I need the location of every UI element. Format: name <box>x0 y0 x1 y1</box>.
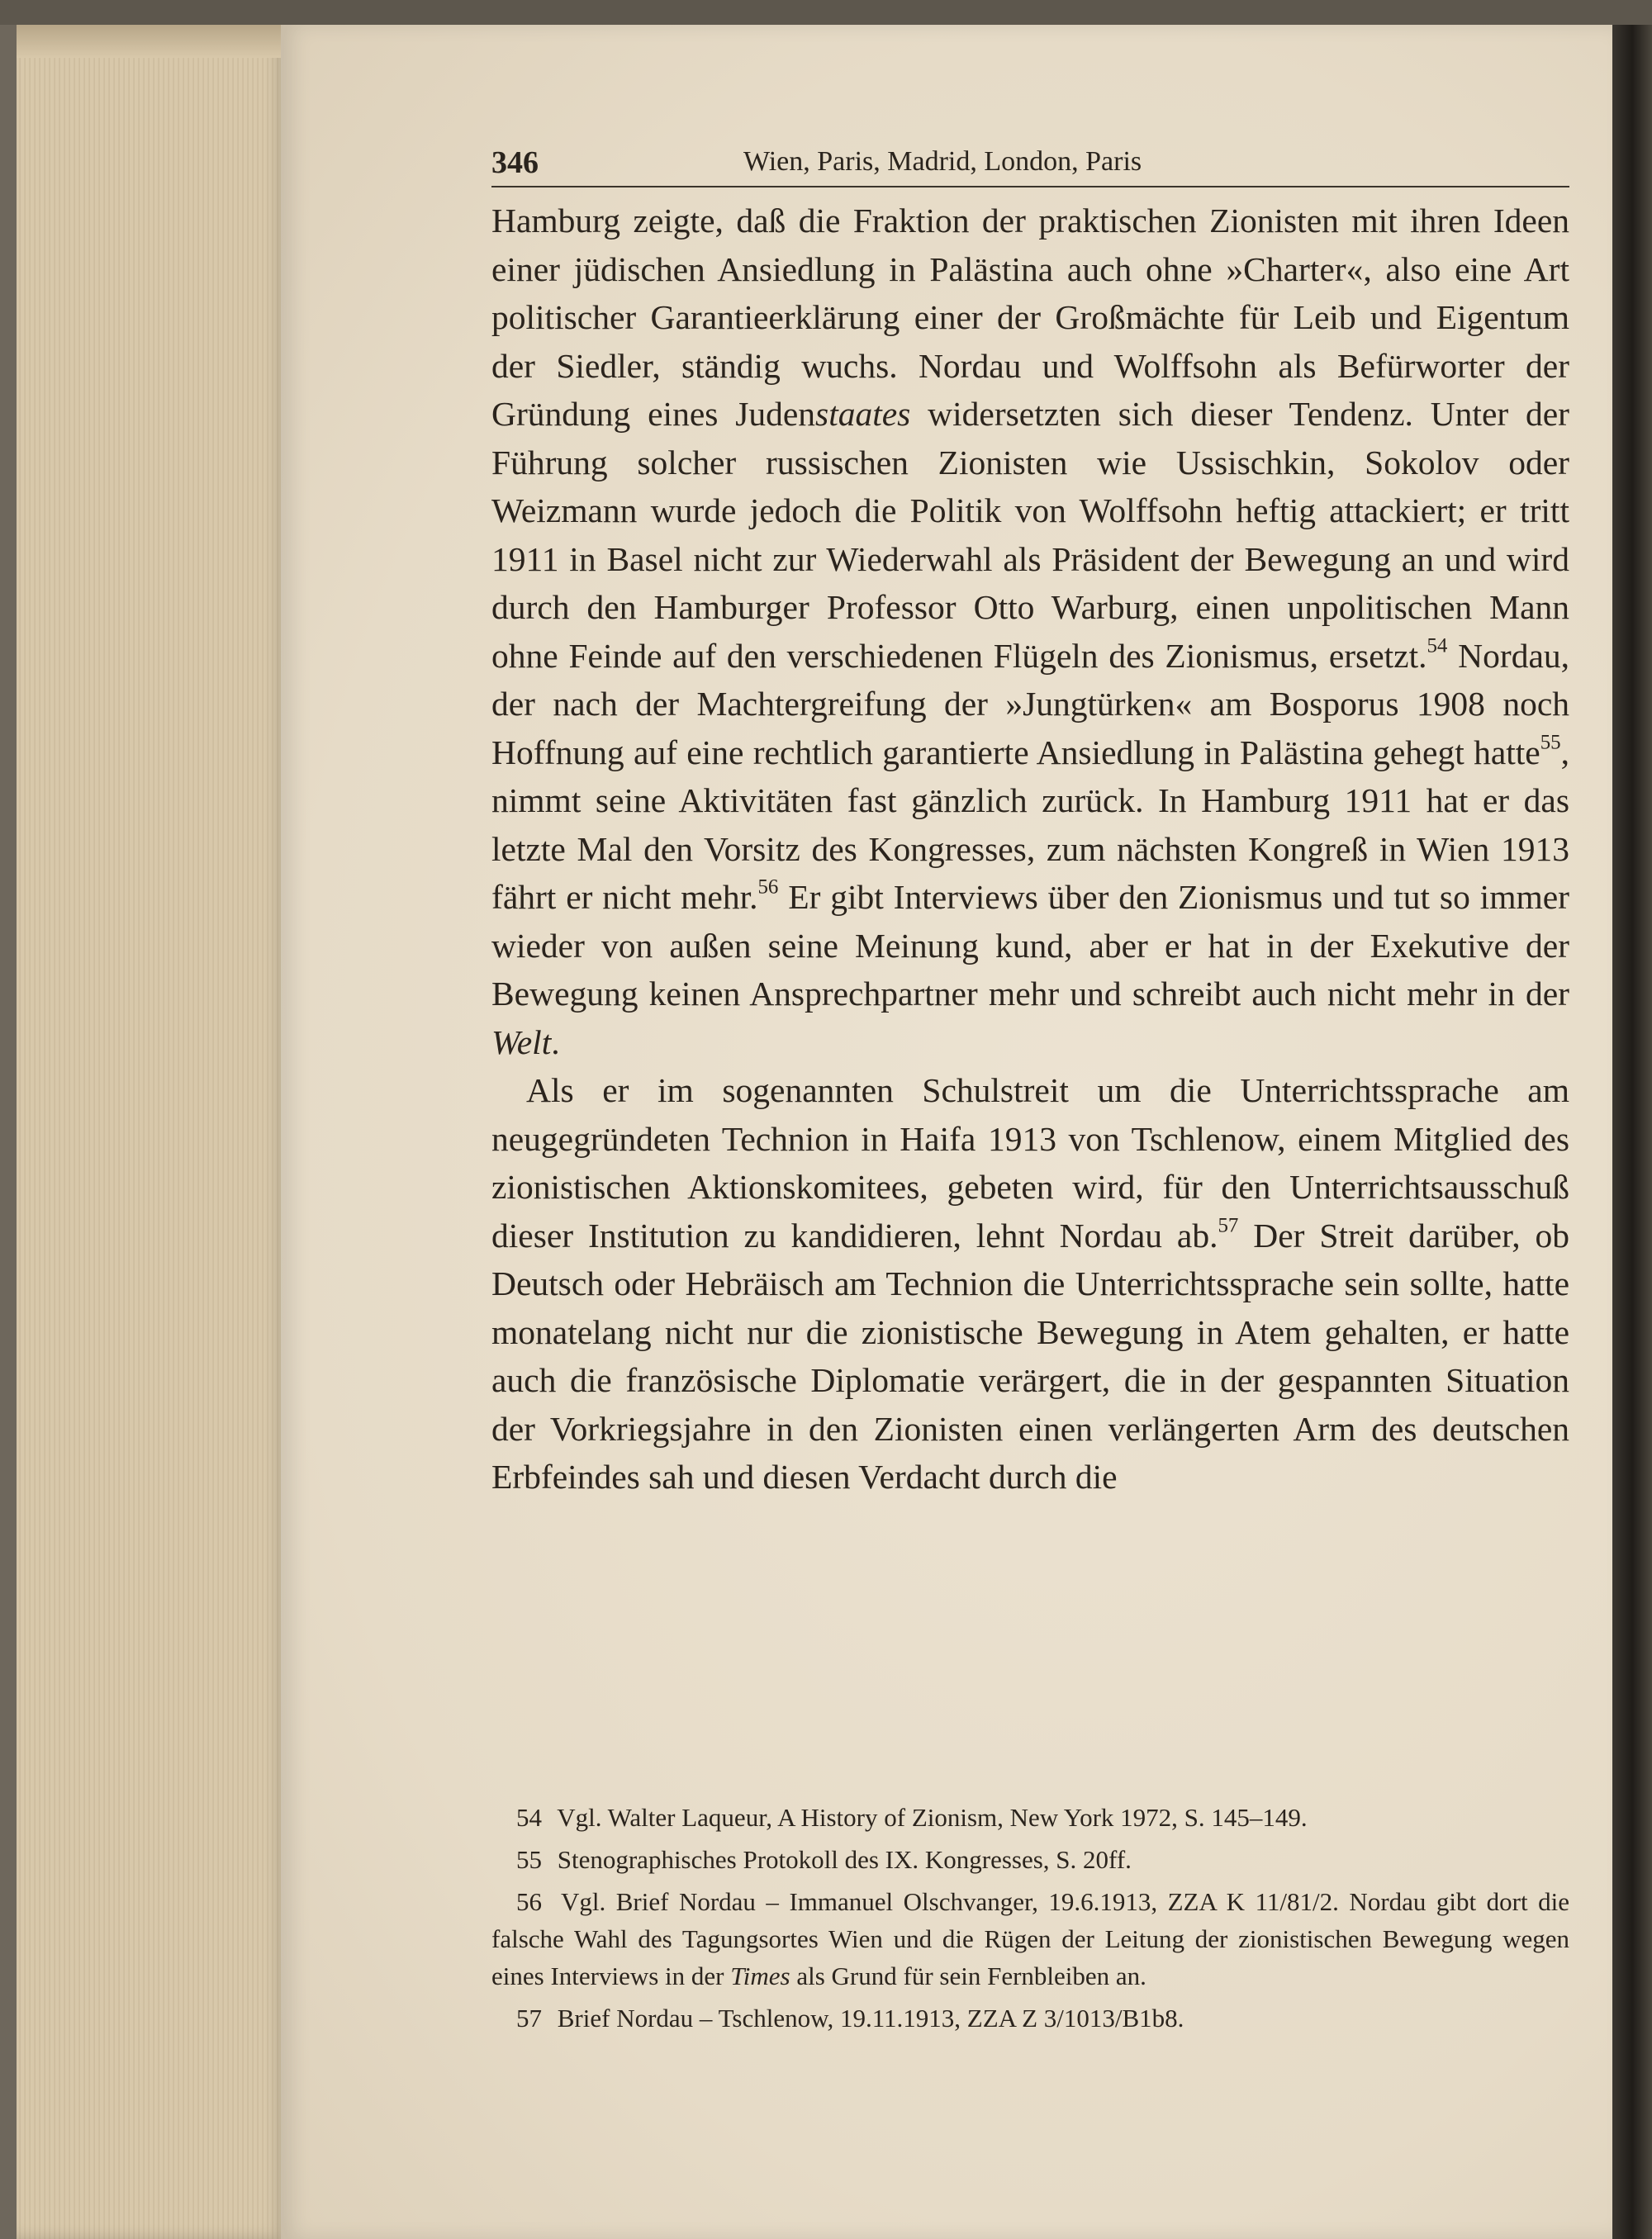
footnote-text: Stenographisches Protokoll des IX. Kongresses, S. 20ff. <box>557 1845 1132 1874</box>
footnote-number: 57 <box>516 2004 542 2033</box>
body-text <box>491 197 1569 1501</box>
footnote-text: Brief Nordau – Tschlenow, 19.11.1913, ZZA Z 3/1013/B1b8. <box>557 2004 1184 2033</box>
emphasis-staates: staates <box>815 395 911 433</box>
running-head <box>491 128 1569 187</box>
footnote-55 <box>491 1841 1569 1878</box>
footnote-ref-55[interactable]: 55 <box>1540 730 1561 753</box>
emphasis-times: Times <box>730 1961 790 1990</box>
footnote-ref-54[interactable]: 54 <box>1427 633 1448 657</box>
footnotes <box>491 1799 1569 2042</box>
page-stack-top <box>17 25 289 58</box>
footnote-number: 54 <box>516 1803 542 1832</box>
page-stack-edge <box>17 25 289 2239</box>
footnote-number: 55 <box>516 1845 542 1874</box>
page-number: 346 <box>491 145 539 180</box>
footnote-54 <box>491 1799 1569 1836</box>
footnote-text: Vgl. Brief Nordau – Immanuel Olschvanger, 19.6.1913, ZZA K 11/81/2. Nordau gibt dort die falsche Wahl des Tagungsortes Wien und die Rügen der Leitung der zionistischen Bewegung wegen eines Interviews in der <box>491 1887 1569 1990</box>
paragraph-1: Hamburg zeigte, daß die Fraktion der praktischen Zionisten mit ihren Ideen einer jüdischen Ansiedlung in Palästina auch ohne »Charter«, also eine Art politischer Garantieerklärung einer der Großmächte für Leib und Eigentum der Siedler, ständig wuchs. Nordau und Wolffsohn als Befürworter der Gründung eines Judenstaates widersetzten sich dieser Tendenz. Unter der Führung solcher russischen Zionisten wie Ussischkin, Sokolov oder Weizmann wurde jedoch die Politik von Wolffsohn heftig attackiert; er tritt 1911 in Basel nicht zur Wiederwahl als Präsident der Bewegung an und wird durch den Hamburger Professor Otto Warburg, einen unpolitischen Mann ohne Feinde auf den verschiedenen Flügeln des Zionismus, ersetzt.$^{54}$ Nordau, der nach der Machtergreifung der »Jungtürken« am Bosporus 1908 noch Hoffnung auf eine rechtlich garantierte Ansiedlung in Palästina gehegt hatte$^{55}$, nimmt seine Aktivitäten fast gänzlich zurück. In Hamburg 1911 hat er das letzte Mal den Vorsitz des Kongresses, zum nächsten Kongreß in Wien 1913 fährt er nicht mehr.$^{56}$ Er gibt Interviews über den Zionismus und tut so immer wieder von außen seine Meinung kund, aber er hat in der Exekutive der Bewegung keinen Ansprechpartner mehr und schreibt auch nicht mehr in der Welt. <box>491 202 1569 1061</box>
running-title: Wien, Paris, Madrid, London, Paris <box>743 146 1142 177</box>
footnote-56: 56 Vgl. Brief Nordau – Immanuel Olschvanger, 19.6.1913, ZZA K 11/81/2. Nordau gibt dort die falsche Wahl des Tagungsortes Wien und die Rügen der Leitung der zionistischen Bewegung wegen eines Interviews in der Times als Grund für sein Fernbleiben an. <box>491 1883 1569 1995</box>
footnote-57 <box>491 1999 1569 2037</box>
emphasis-welt: Welt <box>491 1022 552 1061</box>
binding-gutter <box>1612 25 1652 2239</box>
book-page <box>281 25 1612 2239</box>
footnote-text: Vgl. Walter Laqueur, A History of Zionism, New York 1972, S. 145–149. <box>557 1803 1308 1832</box>
footnote-ref-56[interactable]: 56 <box>757 875 779 899</box>
paragraph-2: Als er im sogenannten Schulstreit um die Unterrichtssprache am neugegründeten Technion in Haifa 1913 von Tschlenow, einem Mitglied des zionistischen Aktionskomitees, gebeten wird, für den Unterrichtsausschuß dieser Institution zu kandidieren, lehnt Nordau ab.$^{57}$ Der Streit darüber, ob Deutsch oder Hebräisch am Technion die Unterrichtssprache sein sollte, hatte monatelang nicht nur die zionistische Bewegung in Atem gehalten, er hatte auch die französische Diplomatie verärgert, die in der gespannten Situation der Vorkriegsjahre in den Zionisten einen verlängerten Arm des deutschen Erbfeindes sah und diesen Verdacht durch die <box>491 1071 1569 1496</box>
footnote-number: 56 <box>516 1887 542 1916</box>
footnote-ref-57[interactable]: 57 <box>1218 1213 1239 1236</box>
scan-background <box>0 0 1652 25</box>
